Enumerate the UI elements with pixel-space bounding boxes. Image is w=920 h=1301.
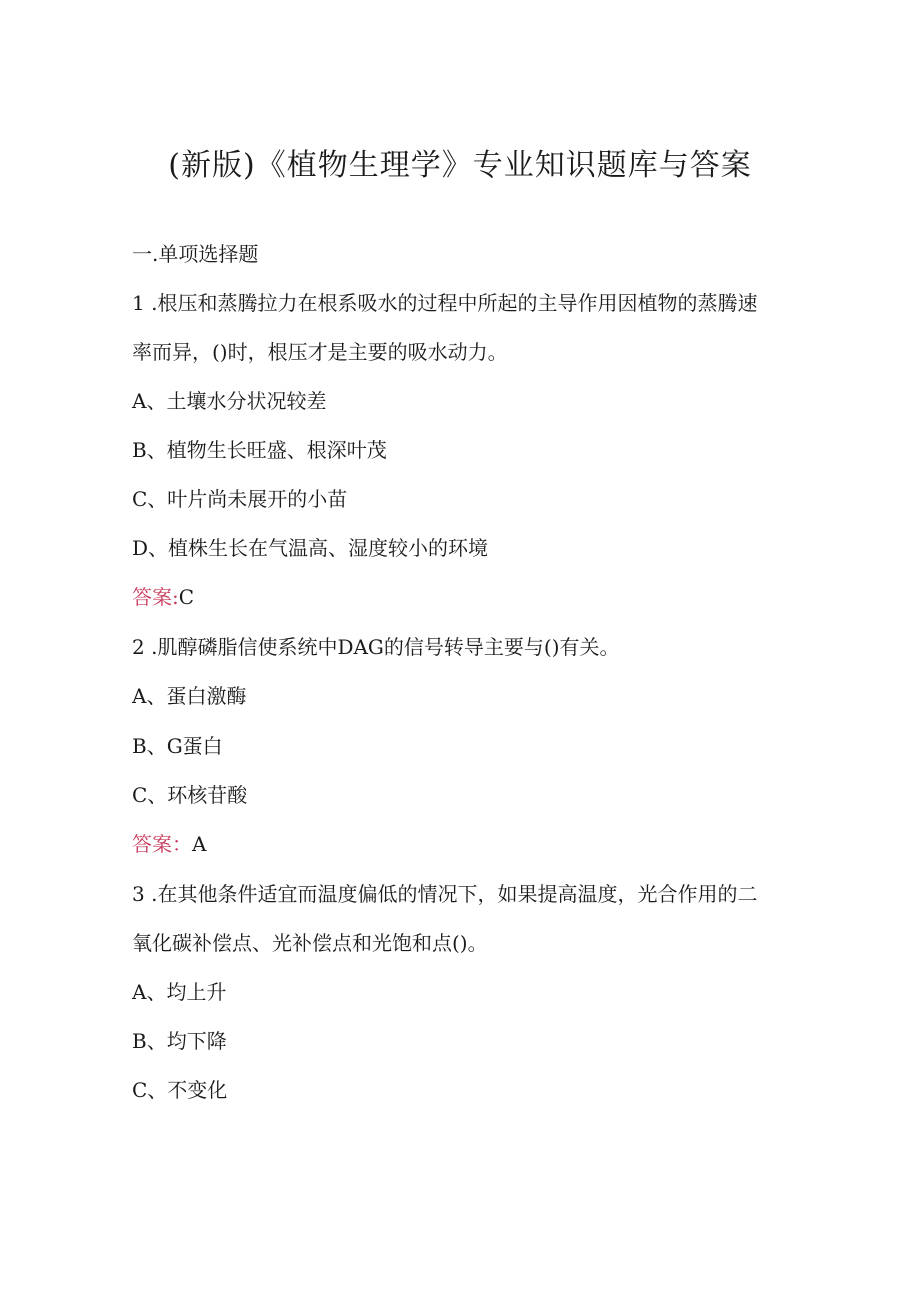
question-1-option-d: D、植株生长在气温高、湿度较小的环境 [132,536,489,560]
question-2-option-b: B、G蛋白 [132,734,223,758]
question-3-line-1: 3 .在其他条件适宜而温度偏低的情况下，如果提高温度，光合作用的二 [132,882,758,906]
question-1-option-b: B、植物生长旺盛、根深叶茂 [132,438,387,462]
answer-label: 答案： [132,832,192,856]
question-2-answer [132,834,206,854]
question-3-option-b: B、均下降 [132,1029,227,1053]
question-3-option-a: A、均上升 [132,980,227,1004]
section-heading: 一.单项选择题 [132,242,259,266]
question-2-line-1: 2 .肌醇磷脂信使系统中DAG的信号转导主要与()有关。 [132,635,620,659]
question-2-option-a: A、蛋白激酶 [132,684,247,708]
document-title: (新版)《植物生理学》专业知识题库与答案 [168,148,752,183]
question-1-line-2: 率而异，()时，根压才是主要的吸水动力。 [132,340,508,364]
question-1-option-c: C、叶片尚未展开的小苗 [132,487,348,511]
question-2-option-c: C、环核苷酸 [132,783,248,807]
question-1-line-1: 1 .根压和蒸腾拉力在根系吸水的过程中所起的主导作用因植物的蒸腾速 [132,291,758,315]
question-3-line-2: 氧化碳补偿点、光补偿点和光饱和点()。 [132,931,488,955]
answer-value: A [192,832,207,856]
question-3-option-c: C、不变化 [132,1078,228,1102]
answer-value: C [178,585,195,609]
answer-label: 答案: [132,585,179,609]
question-1-option-a: A、土壤水分状况较差 [132,389,327,413]
question-1-answer [132,587,194,607]
